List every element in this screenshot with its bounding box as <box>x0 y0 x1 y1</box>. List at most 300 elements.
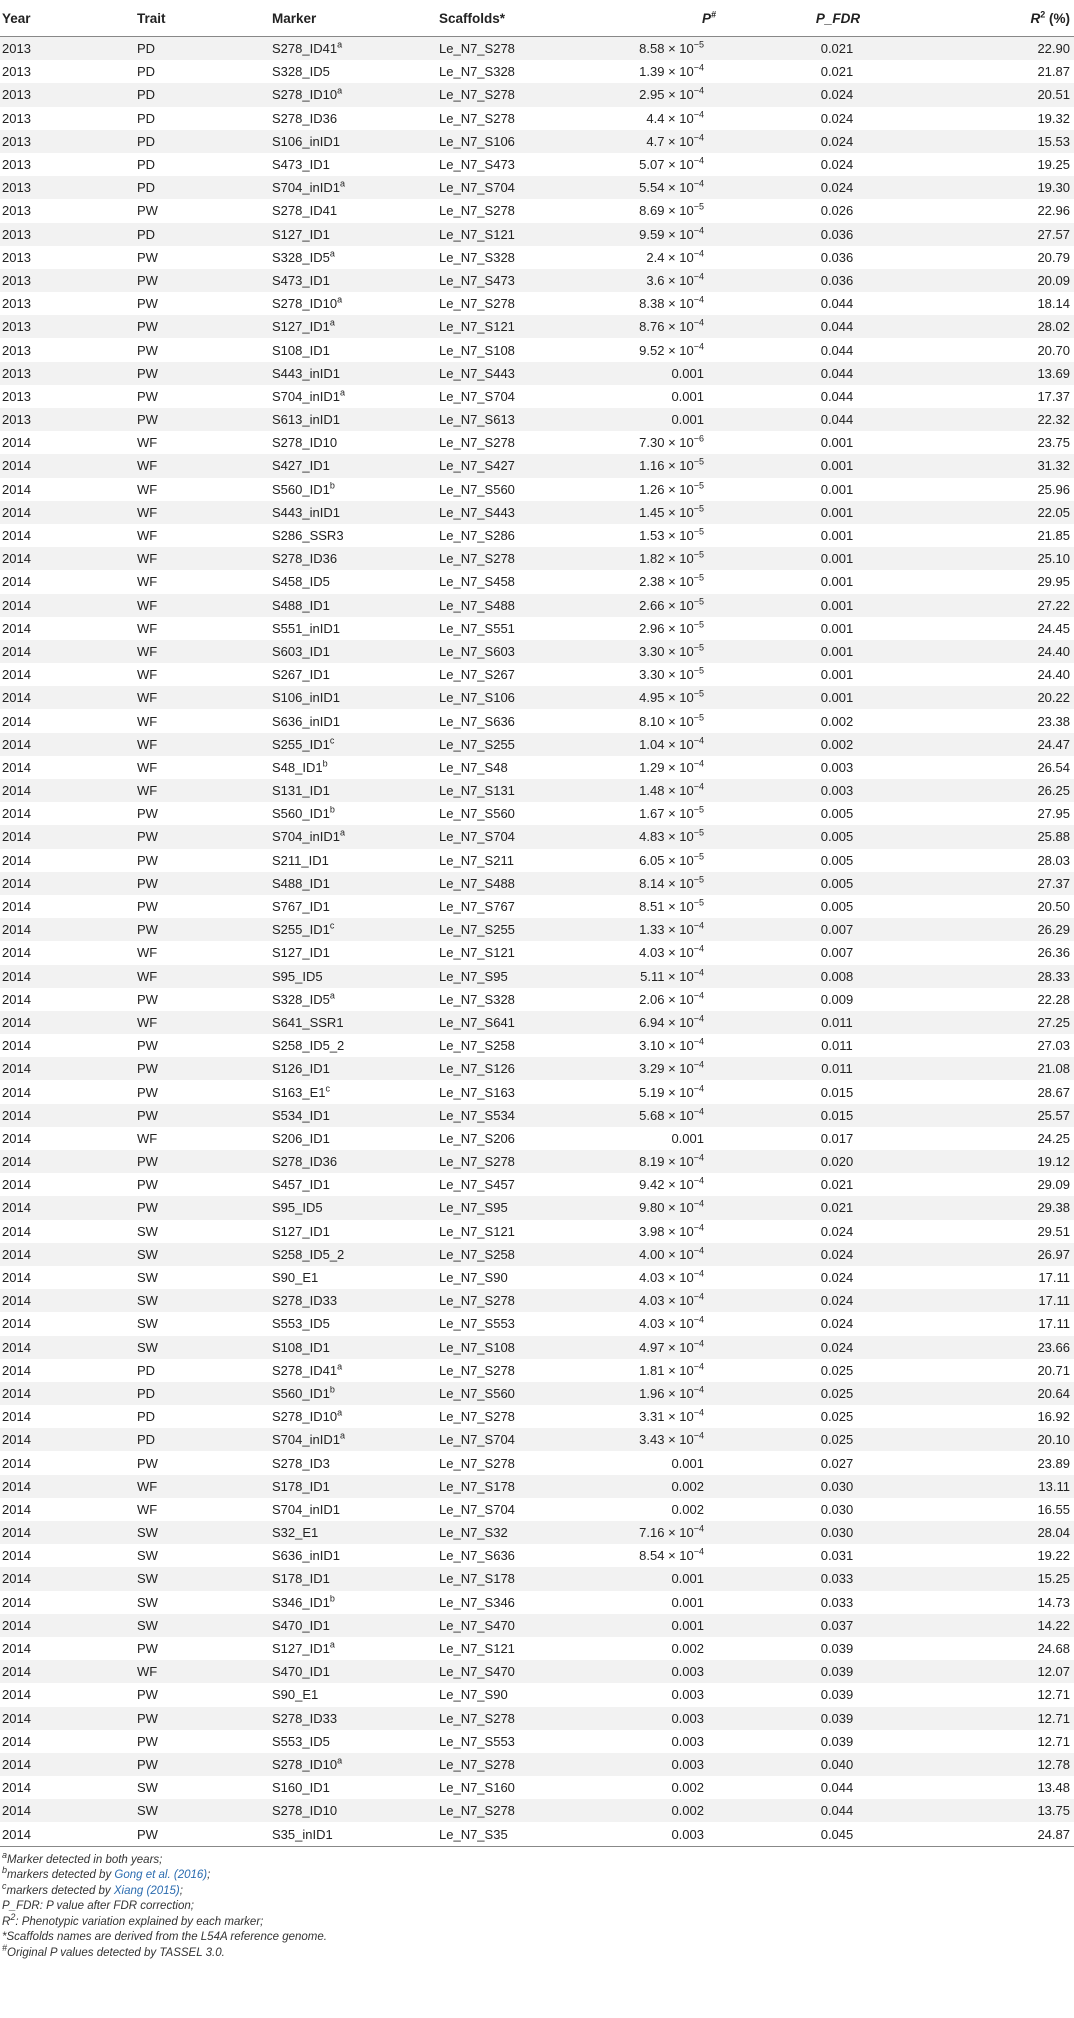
p-value-exponent: −5 <box>693 457 704 468</box>
cell-year <box>0 802 135 825</box>
cell-r2 <box>918 1637 1074 1660</box>
scaffold-text: Le_N7_S206 <box>439 1130 515 1146</box>
cell-p-fdr <box>756 849 918 872</box>
p-value-text: 8.10 × 10 <box>639 713 694 729</box>
trait-text: PW <box>137 1756 158 1772</box>
cell-r2 <box>918 130 1074 153</box>
trait-text: SW <box>137 1548 158 1564</box>
cell-trait <box>135 1475 270 1498</box>
year-text: 2014 <box>2 1246 31 1262</box>
cell-r2 <box>918 1243 1074 1266</box>
cell-r2 <box>918 223 1074 246</box>
cell-marker <box>270 895 437 918</box>
cell-trait <box>135 362 270 385</box>
p-fdr-text: 0.003 <box>820 759 854 775</box>
r2-text: 31.32 <box>1037 458 1070 474</box>
cell-scaffold <box>437 686 574 709</box>
cell-marker <box>270 849 437 872</box>
scaffold-text: Le_N7_S131 <box>439 783 515 799</box>
p-fdr-text: 0.021 <box>820 41 854 57</box>
year-text: 2013 <box>2 365 31 381</box>
cell-trait <box>135 454 270 477</box>
marker-text: S278_ID10 <box>272 1756 338 1772</box>
p-value-text: 1.48 × 10 <box>639 783 694 799</box>
scaffold-text: Le_N7_S95 <box>439 968 508 984</box>
cell-r2 <box>918 965 1074 988</box>
scaffold-text: Le_N7_S278 <box>439 1293 515 1309</box>
year-text: 2014 <box>2 852 31 868</box>
footnote-b-citation-link[interactable]: Gong et al. (2016) <box>114 1869 208 1882</box>
cell-p-value <box>574 37 756 61</box>
scaffold-text: Le_N7_S470 <box>439 1664 515 1680</box>
cell-p-fdr <box>756 1683 918 1706</box>
cell-p-value <box>574 1776 756 1799</box>
cell-year <box>0 1730 135 1753</box>
cell-trait <box>135 1614 270 1637</box>
cell-year <box>0 431 135 454</box>
marker-footnote-sup: a <box>337 86 343 97</box>
cell-p-fdr <box>756 1428 918 1451</box>
marker-text: S90_E1 <box>272 1270 319 1286</box>
cell-p-fdr <box>756 199 918 222</box>
table-row <box>0 733 1074 756</box>
cell-marker <box>270 1196 437 1219</box>
cell-scaffold <box>437 1080 574 1103</box>
cell-year <box>0 1753 135 1776</box>
cell-p-value <box>574 1660 756 1683</box>
cell-r2 <box>918 1707 1074 1730</box>
cell-scaffold <box>437 594 574 617</box>
cell-year <box>0 872 135 895</box>
year-text: 2014 <box>2 1594 31 1610</box>
cell-trait <box>135 1080 270 1103</box>
r2-text: 28.04 <box>1037 1525 1070 1541</box>
cell-marker <box>270 1034 437 1057</box>
cell-marker <box>270 176 437 199</box>
cell-year <box>0 547 135 570</box>
cell-p-fdr <box>756 176 918 199</box>
marker-text: S255_ID1 <box>272 922 330 938</box>
cell-trait <box>135 1660 270 1683</box>
p-fdr-text: 0.001 <box>820 574 854 590</box>
cell-r2 <box>918 1266 1074 1289</box>
marker-text: S127_ID1 <box>272 226 330 242</box>
cell-p-value <box>574 130 756 153</box>
year-text: 2014 <box>2 1385 31 1401</box>
year-text: 2014 <box>2 620 31 636</box>
cell-marker <box>270 872 437 895</box>
r2-text: 16.55 <box>1037 1501 1070 1517</box>
cell-p-value <box>574 1591 756 1614</box>
p-value-exponent: −5 <box>693 851 704 862</box>
cell-marker <box>270 570 437 593</box>
r2-text: 21.87 <box>1037 64 1070 80</box>
table-row <box>0 1336 1074 1359</box>
year-text: 2014 <box>2 759 31 775</box>
year-text: 2014 <box>2 1617 31 1633</box>
year-text: 2013 <box>2 41 31 57</box>
cell-year <box>0 1382 135 1405</box>
p-value-exponent: −4 <box>693 1245 704 1256</box>
marker-text: S278_ID3 <box>272 1455 330 1471</box>
p-fdr-text: 0.024 <box>820 1270 854 1286</box>
cell-scaffold <box>437 524 574 547</box>
r2-text: 28.03 <box>1037 852 1070 868</box>
year-text: 2013 <box>2 180 31 196</box>
marker-text: S286_SSR3 <box>272 528 344 544</box>
cell-p-fdr <box>756 130 918 153</box>
cell-r2 <box>918 1753 1074 1776</box>
trait-text: PW <box>137 1200 158 1216</box>
scaffold-text: Le_N7_S121 <box>439 319 515 335</box>
cell-r2 <box>918 199 1074 222</box>
p-value-exponent: −4 <box>693 1013 704 1024</box>
cell-scaffold <box>437 1544 574 1567</box>
year-text: 2014 <box>2 1061 31 1077</box>
p-value-exponent: −4 <box>693 1291 704 1302</box>
scaffold-text: Le_N7_S443 <box>439 365 515 381</box>
p-value-text: 9.52 × 10 <box>639 342 694 358</box>
p-value-text: 4.97 × 10 <box>639 1339 694 1355</box>
cell-marker <box>270 1428 437 1451</box>
trait-text: PW <box>137 1061 158 1077</box>
cell-p-fdr <box>756 60 918 83</box>
year-text: 2014 <box>2 1478 31 1494</box>
trait-text: PW <box>137 899 158 915</box>
p-fdr-text: 0.044 <box>820 388 854 404</box>
cell-marker <box>270 107 437 130</box>
cell-year <box>0 594 135 617</box>
cell-p-fdr <box>756 408 918 431</box>
year-text: 2014 <box>2 1362 31 1378</box>
r2-text: 17.11 <box>1038 1293 1070 1309</box>
r2-text: 14.73 <box>1037 1594 1070 1610</box>
p-fdr-text: 0.009 <box>820 991 854 1007</box>
cell-marker <box>270 1753 437 1776</box>
table-row <box>0 153 1074 176</box>
year-text: 2014 <box>2 1756 31 1772</box>
p-value-text: 5.19 × 10 <box>639 1084 694 1100</box>
trait-text: SW <box>137 1293 158 1309</box>
cell-marker <box>270 1220 437 1243</box>
cell-p-value <box>574 478 756 501</box>
cell-year <box>0 1196 135 1219</box>
marker-text: S704_inID1 <box>272 1501 340 1517</box>
p-fdr-text: 0.044 <box>820 319 854 335</box>
trait-text: PD <box>137 133 156 149</box>
header-trait: Trait <box>135 1 270 37</box>
marker-footnote-sup: b <box>329 1384 335 1395</box>
year-text: 2014 <box>2 1130 31 1146</box>
marker-text: S32_E1 <box>272 1525 319 1541</box>
trait-text: SW <box>137 1339 158 1355</box>
marker-text: S704_inID1 <box>272 829 340 845</box>
trait-text: WF <box>137 1014 158 1030</box>
cell-r2 <box>918 1405 1074 1428</box>
cell-scaffold <box>437 501 574 524</box>
cell-year <box>0 454 135 477</box>
cell-year <box>0 1567 135 1590</box>
cell-trait <box>135 965 270 988</box>
r2-text: 24.45 <box>1037 620 1070 636</box>
p-value-exponent: −4 <box>693 178 704 189</box>
p-value-exponent: −5 <box>693 712 704 723</box>
p-fdr-text: 0.040 <box>820 1756 854 1772</box>
trait-text: WF <box>137 968 158 984</box>
cell-p-fdr <box>756 1312 918 1335</box>
cell-r2 <box>918 1614 1074 1637</box>
header-r2-unit: (%) <box>1045 11 1070 26</box>
r2-text: 26.54 <box>1037 759 1070 775</box>
cell-trait <box>135 1011 270 1034</box>
trait-text: WF <box>137 458 158 474</box>
cell-marker <box>270 130 437 153</box>
scaffold-text: Le_N7_S636 <box>439 1548 515 1564</box>
cell-p-fdr <box>756 315 918 338</box>
table-footnotes <box>0 1847 1016 1962</box>
r2-text: 24.40 <box>1037 667 1070 683</box>
cell-year <box>0 686 135 709</box>
cell-p-value <box>574 547 756 570</box>
cell-p-value <box>574 362 756 385</box>
cell-year <box>0 1336 135 1359</box>
marker-text: S704_inID1 <box>272 1432 340 1448</box>
table-row <box>0 501 1074 524</box>
cell-p-value <box>574 779 756 802</box>
cell-p-fdr <box>756 501 918 524</box>
cell-p-fdr <box>756 988 918 1011</box>
trait-text: PW <box>137 412 158 428</box>
p-value-exponent: −4 <box>693 920 704 931</box>
cell-r2 <box>918 709 1074 732</box>
p-value-exponent: −5 <box>693 874 704 885</box>
cell-year <box>0 153 135 176</box>
p-fdr-text: 0.005 <box>820 852 854 868</box>
p-value-text: 0.002 <box>671 1641 704 1657</box>
cell-p-fdr <box>756 1173 918 1196</box>
table-row <box>0 756 1074 779</box>
cell-year <box>0 83 135 106</box>
header-p-fdr: P_FDR <box>756 1 918 37</box>
p-value-text: 1.67 × 10 <box>639 806 694 822</box>
p-fdr-text: 0.039 <box>820 1710 854 1726</box>
cell-trait <box>135 1289 270 1312</box>
p-value-exponent: −4 <box>693 1222 704 1233</box>
p-value-exponent: −5 <box>693 526 704 537</box>
year-text: 2014 <box>2 1223 31 1239</box>
marker-text: S106_inID1 <box>272 690 340 706</box>
table-row <box>0 802 1074 825</box>
table-row <box>0 1382 1074 1405</box>
trait-text: PD <box>137 110 156 126</box>
marker-footnote-sup: a <box>329 248 335 259</box>
p-value-exponent: −4 <box>693 1546 704 1557</box>
marker-text: S258_ID5_2 <box>272 1038 345 1054</box>
cell-trait <box>135 1683 270 1706</box>
cell-r2 <box>918 1359 1074 1382</box>
p-fdr-text: 0.001 <box>820 435 854 451</box>
p-value-text: 1.16 × 10 <box>639 458 694 474</box>
cell-p-fdr <box>756 1730 918 1753</box>
scaffold-text: Le_N7_S346 <box>439 1594 515 1610</box>
table-row <box>0 1799 1074 1822</box>
marker-footnote-sup: a <box>337 1407 343 1418</box>
year-text: 2014 <box>2 1780 31 1796</box>
cell-p-value <box>574 1567 756 1590</box>
footnote-r2-pre: R <box>2 1915 11 1928</box>
p-value-text: 8.19 × 10 <box>639 1154 694 1170</box>
table-row <box>0 941 1074 964</box>
cell-r2 <box>918 1730 1074 1753</box>
scaffold-text: Le_N7_S553 <box>439 1733 515 1749</box>
trait-text: SW <box>137 1617 158 1633</box>
trait-text: PW <box>137 829 158 845</box>
marker-text: S328_ID5 <box>272 249 330 265</box>
table-row <box>0 640 1074 663</box>
cell-r2 <box>918 918 1074 941</box>
trait-text: PW <box>137 806 158 822</box>
year-text: 2013 <box>2 249 31 265</box>
marker-text: S178_ID1 <box>272 1478 330 1494</box>
cell-p-fdr <box>756 431 918 454</box>
p-value-text: 4.00 × 10 <box>639 1246 694 1262</box>
table-row <box>0 1196 1074 1219</box>
cell-marker <box>270 988 437 1011</box>
cell-trait <box>135 153 270 176</box>
cell-scaffold <box>437 1243 574 1266</box>
cell-marker <box>270 83 437 106</box>
marker-text: S108_ID1 <box>272 342 330 358</box>
year-text: 2014 <box>2 1316 31 1332</box>
cell-year <box>0 756 135 779</box>
p-value-exponent: −5 <box>693 619 704 630</box>
r2-text: 23.75 <box>1037 435 1070 451</box>
marker-text: S443_inID1 <box>272 504 340 520</box>
cell-trait <box>135 315 270 338</box>
scaffold-text: Le_N7_S108 <box>439 1339 515 1355</box>
table-row <box>0 1034 1074 1057</box>
year-text: 2014 <box>2 922 31 938</box>
cell-year <box>0 524 135 547</box>
scaffold-text: Le_N7_S458 <box>439 574 515 590</box>
p-fdr-text: 0.027 <box>820 1455 854 1471</box>
p-fdr-text: 0.044 <box>820 296 854 312</box>
cell-scaffold <box>437 1637 574 1660</box>
cell-p-value <box>574 107 756 130</box>
p-fdr-text: 0.025 <box>820 1432 854 1448</box>
cell-year <box>0 709 135 732</box>
p-value-exponent: −5 <box>693 39 704 50</box>
cell-trait <box>135 1382 270 1405</box>
marker-text: S473_ID1 <box>272 157 330 173</box>
cell-r2 <box>918 269 1074 292</box>
cell-r2 <box>918 640 1074 663</box>
marker-footnote-sup: a <box>329 318 335 329</box>
cell-marker <box>270 594 437 617</box>
p-value-text: 3.43 × 10 <box>639 1432 694 1448</box>
cell-trait <box>135 1822 270 1846</box>
marker-text: S560_ID1 <box>272 1385 330 1401</box>
cell-marker <box>270 1683 437 1706</box>
p-fdr-text: 0.037 <box>820 1617 854 1633</box>
table-row <box>0 1220 1074 1243</box>
p-fdr-text: 0.036 <box>820 272 854 288</box>
cell-marker <box>270 1591 437 1614</box>
cell-year <box>0 1799 135 1822</box>
footnote-c-citation-link[interactable]: Xiang (2015) <box>113 1884 180 1897</box>
p-value-text: 4.03 × 10 <box>639 1293 694 1309</box>
cell-year <box>0 1451 135 1474</box>
cell-r2 <box>918 825 1074 848</box>
p-value-exponent: −4 <box>693 1407 704 1418</box>
trait-text: PW <box>137 1084 158 1100</box>
p-fdr-text: 0.044 <box>820 365 854 381</box>
p-value-text: 0.001 <box>671 1130 704 1146</box>
p-value-text: 0.001 <box>671 1571 704 1587</box>
cell-trait <box>135 570 270 593</box>
r2-text: 17.11 <box>1038 1316 1070 1332</box>
cell-p-fdr <box>756 1150 918 1173</box>
cell-trait <box>135 1753 270 1776</box>
marker-text: S127_ID1 <box>272 1223 330 1239</box>
p-fdr-text: 0.001 <box>820 643 854 659</box>
r2-text: 25.88 <box>1037 829 1070 845</box>
cell-trait <box>135 1243 270 1266</box>
marker-text: S328_ID5 <box>272 64 330 80</box>
p-value-exponent: −4 <box>693 1199 704 1210</box>
trait-text: PW <box>137 1038 158 1054</box>
cell-scaffold <box>437 130 574 153</box>
cell-scaffold <box>437 223 574 246</box>
cell-year <box>0 1104 135 1127</box>
cell-r2 <box>918 872 1074 895</box>
footnote-b-pre: markers detected by <box>7 1869 115 1882</box>
cell-marker <box>270 1405 437 1428</box>
table-row <box>0 1150 1074 1173</box>
table-row <box>0 1475 1074 1498</box>
cell-trait <box>135 524 270 547</box>
marker-footnote-sup: a <box>337 1361 343 1372</box>
cell-r2 <box>918 524 1074 547</box>
p-value-text: 5.68 × 10 <box>639 1107 694 1123</box>
cell-scaffold <box>437 315 574 338</box>
table-row <box>0 37 1074 61</box>
cell-marker <box>270 941 437 964</box>
p-fdr-text: 0.002 <box>820 713 854 729</box>
cell-p-fdr <box>756 292 918 315</box>
cell-trait <box>135 478 270 501</box>
cell-year <box>0 223 135 246</box>
cell-scaffold <box>437 965 574 988</box>
cell-scaffold <box>437 849 574 872</box>
marker-text: S278_ID33 <box>272 1710 338 1726</box>
p-value-exponent: −4 <box>693 1384 704 1395</box>
cell-p-fdr <box>756 1196 918 1219</box>
trait-text: WF <box>137 759 158 775</box>
cell-p-fdr <box>756 709 918 732</box>
cell-marker <box>270 269 437 292</box>
cell-year <box>0 1243 135 1266</box>
cell-p-fdr <box>756 37 918 61</box>
scaffold-text: Le_N7_S473 <box>439 157 515 173</box>
trait-text: PW <box>137 875 158 891</box>
p-value-exponent: −6 <box>693 433 704 444</box>
cell-marker <box>270 1011 437 1034</box>
table-row <box>0 83 1074 106</box>
marker-footnote-sup: a <box>337 39 343 50</box>
p-fdr-text: 0.039 <box>820 1664 854 1680</box>
r2-text: 18.14 <box>1037 296 1070 312</box>
